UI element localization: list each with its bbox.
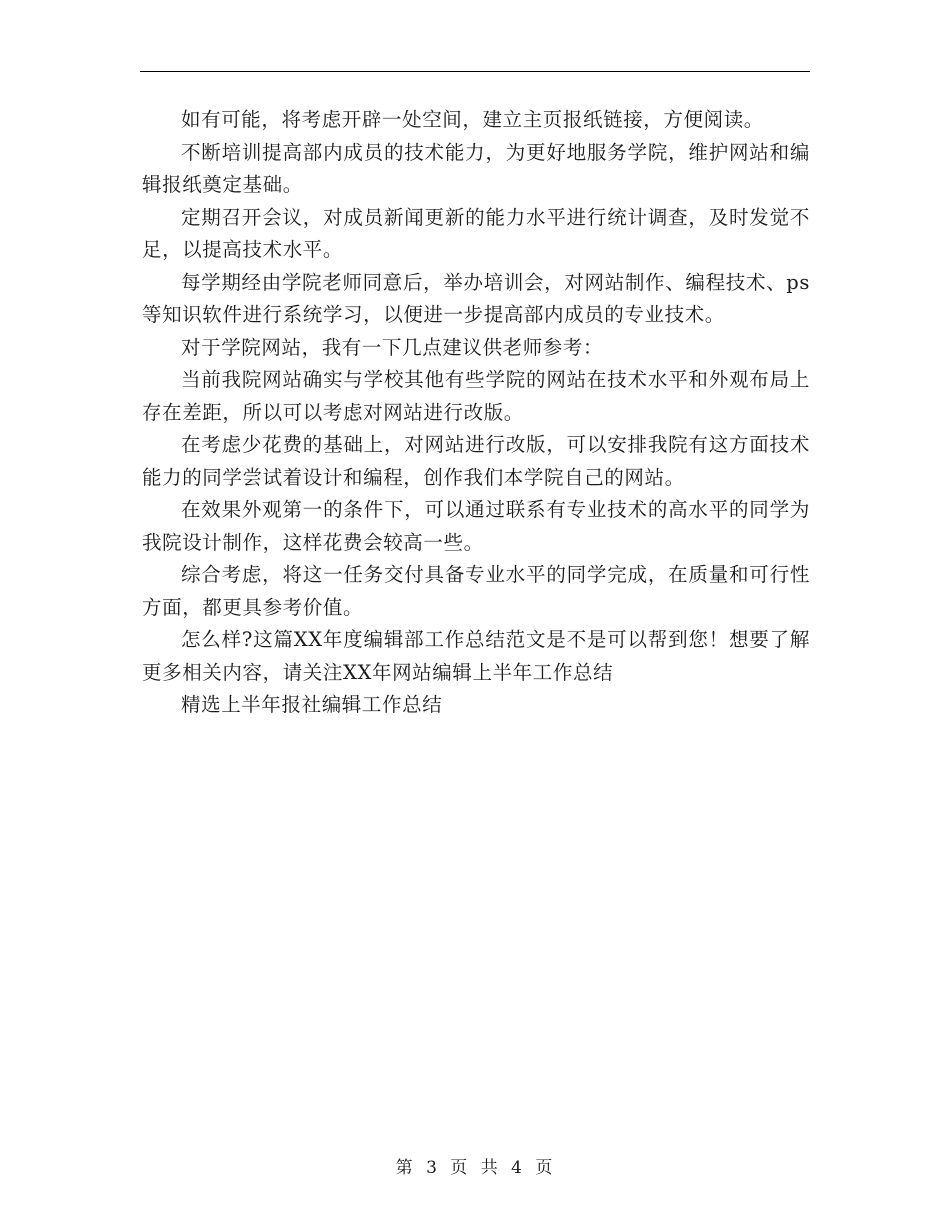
paragraph: 不断培训提高部内成员的技术能力，为更好地服务学院，维护网站和编辑报纸奠定基础。: [142, 140, 810, 196]
paragraph: 对于学院网站，我有一下几点建议供老师参考：: [181, 335, 604, 359]
paragraph: 在效果外观第一的条件下，可以通过联系有专业技术的高水平的同学为我院设计制作，这样花费会较高一些。: [142, 498, 810, 554]
page-number-footer: 第 3 页 共 4 页: [395, 1158, 555, 1178]
document-body: [142, 104, 810, 722]
paragraph: 当前我院网站确实与学校其他有些学院的网站在技术水平和外观布局上存在差距，所以可以考虑对网站进行改版。: [142, 368, 810, 424]
paragraph: 在考虑少花费的基础上，对网站进行改版，可以安排我院有这方面技术能力的同学尝试着设计和编程，创作我们本学院自己的网站。: [142, 433, 810, 489]
paragraph: 每学期经由学院老师同意后，举办培训会，对网站制作、编程技术、ps 等知识软件进行系统学习，以便进一步提高部内成员的专业技术。: [142, 270, 810, 326]
paragraph: 综合考虑，将这一任务交付具备专业水平的同学完成，在质量和可行性方面，都更具参考价值。: [142, 563, 810, 619]
paragraph: 精选上半年报社编辑工作总结: [181, 693, 443, 716]
header-rule: [140, 71, 810, 72]
paragraph: 怎么样?这篇XX年度编辑部工作总结范文是不是可以帮到您！想要了解更多相关内容，请关注XX年网站编辑上半年工作总结: [142, 628, 810, 684]
paragraph: 如有可能，将考虑开辟一处空间，建立主页报纸链接，方便阅读。: [181, 108, 764, 131]
paragraph: 定期召开会议，对成员新闻更新的能力水平进行统计调查，及时发觉不足，以提高技术水平。: [142, 205, 810, 261]
